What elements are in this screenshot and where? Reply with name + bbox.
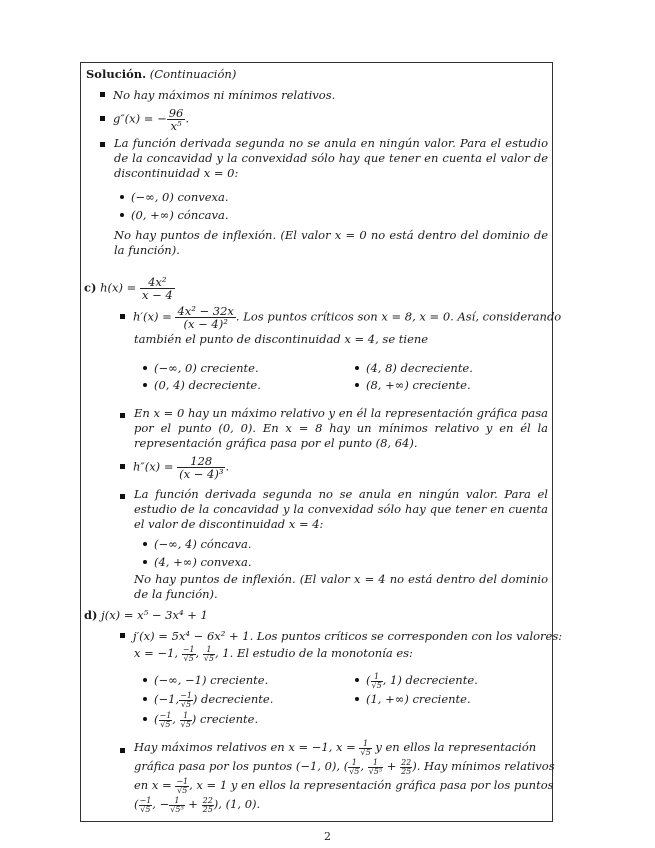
- page-number: 2: [324, 830, 331, 843]
- partc-heading: c) h(x) = $\frac{\text{4x²}}{x - 4}$: [84, 275, 173, 302]
- list-item: (0, 4) decreciente.: [143, 378, 261, 393]
- partd-extrema-line2: gráfica pasa por los puntos (−1, 0), ( $\frac{1}{√5}$ , $\frac{1}{\text{√5⁵}}$ + $\frac{22}{25}$ ). Hay mínimos relativos: [134, 757, 555, 776]
- bullet-icon: [120, 633, 125, 638]
- list-item: (0, +∞) cóncava.: [120, 208, 229, 223]
- bullet-icon: [100, 116, 105, 121]
- partd-heading: d) j(x) = x⁵ − 3x⁴ + 1: [84, 608, 208, 622]
- list-item: ( $\frac{-1}{√5}$ , $\frac{1}{√5}$ ) creciente.: [143, 710, 258, 729]
- partd-extrema-line1: Hay máximos relativos en x = −1, x = $\frac{1}{√5}$ y en ellos la representación: [134, 738, 537, 757]
- bullet-icon: [120, 490, 125, 504]
- bullet-icon: [120, 464, 125, 469]
- partb-second-derivative-text: La función derivada segunda no se anula en ningún valor. Para el estudio de la concavidad y la convexidad sólo hay que tener en cuenta el valor de discontinuidad x = 0:: [114, 136, 548, 180]
- bullet-icon: [120, 409, 125, 423]
- list-item: (−∞, 0) convexa.: [120, 190, 229, 205]
- list-item: (8, +∞) creciente.: [355, 378, 471, 393]
- heading-solucion: Solución.: [86, 67, 147, 81]
- list-item: (−∞, −1) creciente.: [143, 673, 268, 688]
- bullet-icon: [120, 314, 125, 319]
- partd-extrema-line3: en x = $\frac{-1}{√5}$ , x = 1 y en ellos la representación gráfica pasa por los puntos: [134, 776, 554, 795]
- g2-lhs: g″(x) = −: [113, 111, 167, 126]
- partc-inflexion-text: No hay puntos de inflexión. (El valor x = 4 no está dentro del dominio de la función).: [134, 572, 548, 601]
- list-item: ( $\frac{1}{√5}$ , 1) decreciente.: [355, 671, 478, 690]
- partd-extrema-line4: ( $\frac{-1}{√5}$ , − $\frac{1}{\text{√5⁵}}$ + $\frac{22}{25}$ ), (1, 0).: [134, 795, 261, 814]
- partd-critical-points: x = −1, $\frac{-1}{√5}$ , $\frac{1}{√5}$ , 1. El estudio de la monotonía es:: [134, 644, 413, 663]
- list-item: (−∞, 0) creciente.: [143, 361, 259, 376]
- list-item: (−1, $\frac{-1}{√5}$ ) decreciente.: [143, 690, 273, 709]
- list-item: (4, +∞) convexa.: [143, 555, 252, 570]
- partc-hp-text2: también el punto de discontinuidad x = 4, se tiene: [134, 332, 429, 346]
- bullet-icon: [100, 92, 105, 97]
- partb-inflexion-text: No hay puntos de inflexión. (El valor x = 0 no está dentro del dominio de la función).: [114, 228, 548, 257]
- heading-continuacion: (Continuación): [149, 67, 237, 81]
- list-item: (1, +∞) creciente.: [355, 692, 471, 707]
- list-item: (−∞, 4) cóncava.: [143, 537, 252, 552]
- g2-fraction: $\frac{96}{\text{x⁵}}$: [168, 106, 184, 133]
- list-item: h″(x) = $\frac{128}{\text{(x − 4)³}}$ .: [120, 455, 229, 480]
- partc-extrema-text: En x = 0 hay un máximo relativo y en él la representación gráfica pasa por el punto (0, 0). En x = 8 hay un mínimos relativo y en él la representación gráfica pasa por el punto (8, 64).: [134, 406, 548, 450]
- list-item: g″(x) = − $\frac{96}{\text{x⁵}}$ .: [100, 107, 189, 132]
- list-item: j′(x) = 5x⁴ − 6x² + 1. Los puntos críticos se corresponden con los valores:: [120, 629, 562, 644]
- list-item: h′(x) = $\frac{\text{4x² − 32x}}{\text{(x − 4)²}}$ . Los puntos críticos son x = 8, x = 0. Así, considerando: [120, 305, 561, 330]
- solution-heading: [86, 67, 236, 82]
- bullet-icon: [100, 138, 105, 152]
- list-item: (4, 8) decreciente.: [355, 361, 473, 376]
- list-item: No hay máximos ni mínimos relativos.: [100, 88, 335, 103]
- h2-fraction: $\frac{128}{\text{(x − 4)³}}$: [179, 454, 224, 481]
- bullet-icon: [120, 744, 125, 758]
- h-fraction: $\frac{\text{4x²}}{x - 4}$: [141, 275, 173, 302]
- partc-second-derivative-text: La función derivada segunda no se anula en ningún valor. Para el estudio de la concavidad y la convexidad sólo hay que tener en cuenta el valor de discontinuidad x = 4:: [134, 487, 548, 531]
- hp-fraction: $\frac{\text{4x² − 32x}}{\text{(x − 4)²}}$: [177, 304, 234, 331]
